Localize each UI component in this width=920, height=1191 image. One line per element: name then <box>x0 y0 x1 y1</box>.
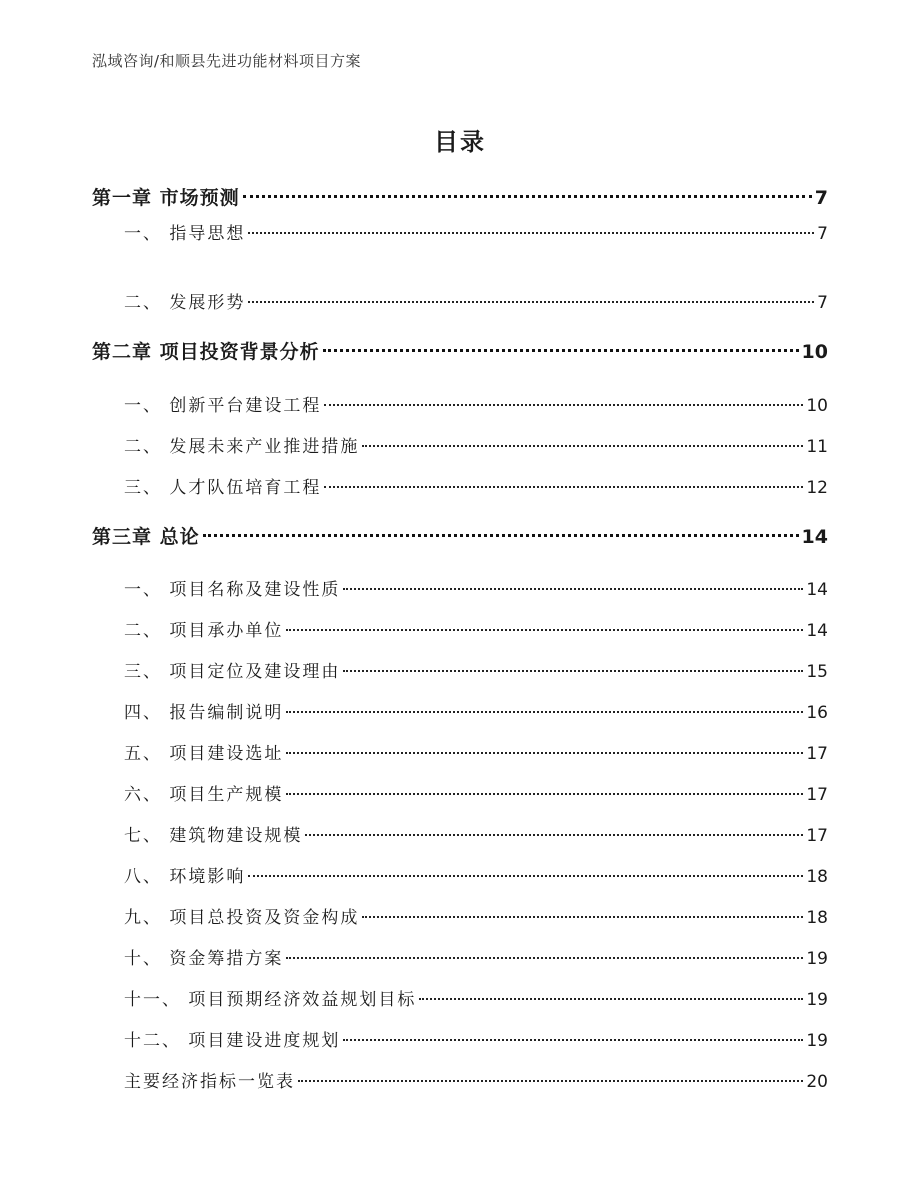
toc-page-number: 19 <box>806 1031 828 1051</box>
toc-entry-label: 九、 项目总投资及资金构成 <box>124 908 360 928</box>
toc-appendix[interactable] <box>124 1067 828 1092</box>
toc-entry-label: 十、 资金筹措方案 <box>124 949 284 969</box>
toc-page-number: 10 <box>806 396 828 416</box>
toc-page-number: 14 <box>806 621 828 641</box>
toc-page-number: 20 <box>806 1072 828 1092</box>
toc-leader-dots <box>323 349 799 352</box>
toc-section-3-2[interactable] <box>124 616 828 641</box>
toc-leader-dots <box>343 588 803 590</box>
toc-leader-dots <box>248 875 803 877</box>
toc-page-number: 7 <box>817 293 828 313</box>
toc-page-number: 17 <box>806 744 828 764</box>
toc-leader-dots <box>243 195 812 198</box>
toc-chapter-1[interactable] <box>92 183 828 210</box>
toc-leader-dots <box>324 404 803 406</box>
toc-entry-label: 十二、 项目建设进度规划 <box>124 1031 341 1051</box>
toc-page-number: 7 <box>814 187 828 209</box>
toc-page-number: 16 <box>806 703 828 723</box>
toc-leader-dots <box>362 445 803 447</box>
toc-entry-label: 二、 发展未来产业推进措施 <box>124 437 360 457</box>
toc-section-1-2[interactable] <box>124 288 828 313</box>
toc-section-2-1[interactable] <box>124 391 828 416</box>
toc-title: 目录 <box>434 128 486 156</box>
toc-leader-dots <box>343 1039 803 1041</box>
toc-leader-dots <box>286 629 803 631</box>
toc-section-2-3[interactable] <box>124 473 828 498</box>
toc-entry-label: 二、 发展形势 <box>124 293 246 313</box>
toc-entry-label: 一、 指导思想 <box>124 224 246 244</box>
toc-section-3-1[interactable] <box>124 575 828 600</box>
toc-page-number: 17 <box>806 826 828 846</box>
toc-page-number: 15 <box>806 662 828 682</box>
toc-section-3-6[interactable] <box>124 780 828 805</box>
toc-page-number: 10 <box>801 341 828 363</box>
toc-page-number: 18 <box>806 908 828 928</box>
toc-section-1-1[interactable] <box>124 219 828 244</box>
toc-leader-dots <box>362 916 803 918</box>
toc-entry-label: 第三章 总论 <box>92 526 200 548</box>
toc-section-3-9[interactable] <box>124 903 828 928</box>
toc-entry-label: 第二章 项目投资背景分析 <box>92 341 320 363</box>
toc-leader-dots <box>343 670 803 672</box>
toc-entry-label: 三、 项目定位及建设理由 <box>124 662 341 682</box>
toc-entry-label: 一、 项目名称及建设性质 <box>124 580 341 600</box>
toc-section-3-3[interactable] <box>124 657 828 682</box>
toc-entry-label: 四、 报告编制说明 <box>124 703 284 723</box>
toc-entry-label: 八、 环境影响 <box>124 867 246 887</box>
toc-page-number: 19 <box>806 990 828 1010</box>
toc-entry-label: 第一章 市场预测 <box>92 187 240 209</box>
toc-leader-dots <box>286 711 803 713</box>
toc-leader-dots <box>298 1080 803 1082</box>
toc-leader-dots <box>286 752 803 754</box>
toc-entry-label: 五、 项目建设选址 <box>124 744 284 764</box>
toc-leader-dots <box>286 793 803 795</box>
toc-section-3-5[interactable] <box>124 739 828 764</box>
toc-leader-dots <box>324 486 803 488</box>
toc-section-3-10[interactable] <box>124 944 828 969</box>
toc-page-number: 14 <box>801 526 828 548</box>
toc-section-2-2[interactable] <box>124 432 828 457</box>
toc-entry-label: 一、 创新平台建设工程 <box>124 396 322 416</box>
toc-leader-dots <box>248 301 814 303</box>
toc-leader-dots <box>419 998 803 1000</box>
toc-section-3-12[interactable] <box>124 1026 828 1051</box>
toc-entry-label: 十一、 项目预期经济效益规划目标 <box>124 990 417 1010</box>
toc-page-number: 17 <box>806 785 828 805</box>
toc-leader-dots <box>203 534 799 537</box>
toc-entry-label: 七、 建筑物建设规模 <box>124 826 303 846</box>
toc-entry-label: 三、 人才队伍培育工程 <box>124 478 322 498</box>
toc-page-number: 18 <box>806 867 828 887</box>
toc-chapter-2[interactable] <box>92 337 828 364</box>
toc-entry-label: 六、 项目生产规模 <box>124 785 284 805</box>
toc-page-number: 12 <box>806 478 828 498</box>
toc-section-3-4[interactable] <box>124 698 828 723</box>
page-header: 泓域咨询/和顺县先进功能材料项目方案 <box>92 52 362 70</box>
toc-leader-dots <box>305 834 803 836</box>
toc-section-3-7[interactable] <box>124 821 828 846</box>
toc-page-number: 14 <box>806 580 828 600</box>
toc-leader-dots <box>248 232 814 234</box>
toc-page-number: 7 <box>817 224 828 244</box>
toc-section-3-8[interactable] <box>124 862 828 887</box>
toc-entry-label: 主要经济指标一览表 <box>124 1072 295 1092</box>
toc-section-3-11[interactable] <box>124 985 828 1010</box>
toc-page-number: 11 <box>806 437 828 457</box>
toc-page-number: 19 <box>806 949 828 969</box>
toc-leader-dots <box>286 957 803 959</box>
toc-chapter-3[interactable] <box>92 522 828 549</box>
toc-entry-label: 二、 项目承办单位 <box>124 621 284 641</box>
